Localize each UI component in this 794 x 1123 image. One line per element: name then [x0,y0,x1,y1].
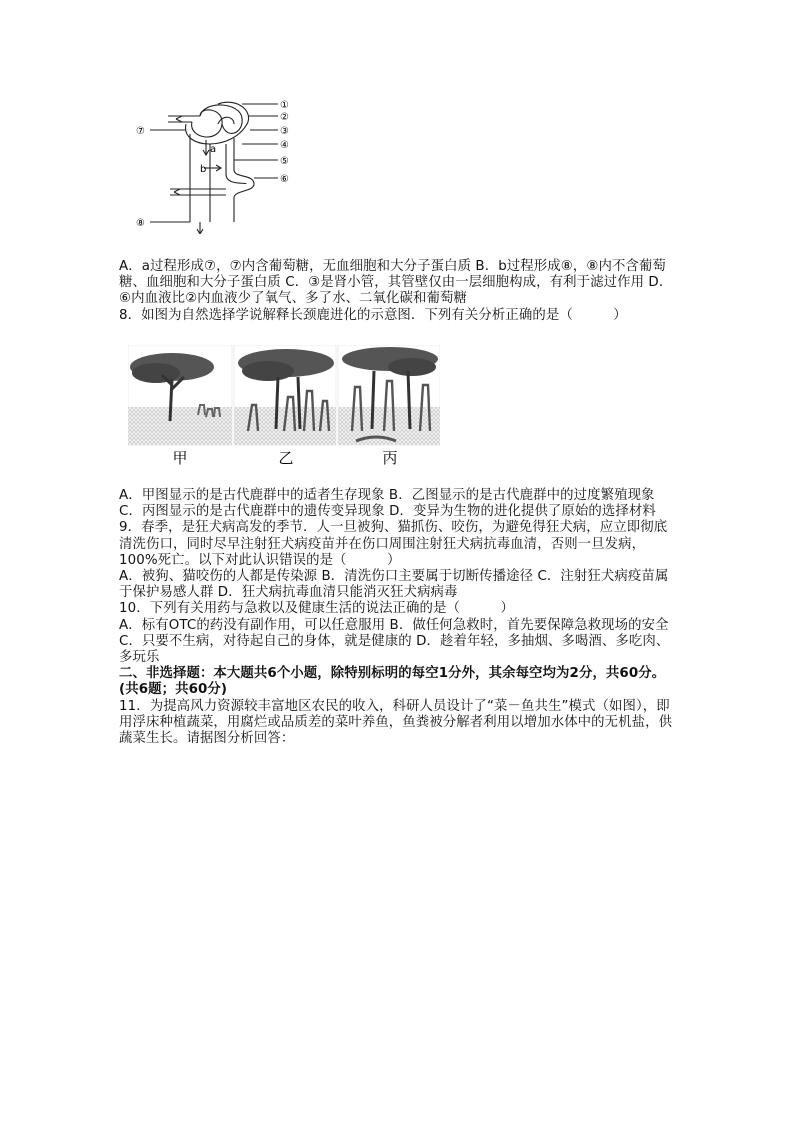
label-5: ⑤ [280,156,289,167]
question-7-options [119,259,679,324]
label-6: ⑥ [280,174,289,185]
questions-8-11 [119,488,679,747]
q7-options-text: A．a过程形成⑦，⑦内含葡萄糖，无血细胞和大分子蛋白质 B．b过程形成⑧，⑧内不含葡萄糖、血细胞和大分子蛋白质 C．③是肾小管，其管壁仅由一层细胞构成，有利于滤过作用 D．⑥内血液比②内血液少了氧气、多了水、二氧化碳和葡萄糖 [119,259,673,307]
panel-label-yi: 乙 [278,449,294,467]
q9-stem: 9．春季，是狂犬病高发的季节．人一旦被狗、猫抓伤、咬伤，为避免得狂犬病，应立即彻底清洗伤口，同时尽早注射狂犬病疫苗并在伤口周围注射狂犬病抗毒血清，否则一旦发病，100%死亡。以下对此认识错误的是（ ） [119,520,668,568]
q9-options-text: A．被狗、猫咬伤的人都是传染源 B．清洗伤口主要属于切断传播途径 C．注射狂犬病疫苗属于保护易感人群 D．狂犬病抗毒血清只能消灭狂犬病病毒 [119,569,669,601]
section-2-heading: 二、非选择题：本大题共6个小题，除特别标明的每空1分外，其余每空均为2分，共60分。(共6题；共60分) [119,666,666,698]
giraffe-evolution-figure [128,345,440,470]
q10-options-text: A．标有OTC的药没有副作用，可以任意服用 B．做任何急救时，首先要保障急救现场的安全 C．只要不生病，对待起自己的身体，就是健康的 D．趁着年轻，多抽烟、多喝酒、多吃肉、多玩乐 [119,617,670,666]
panel-label-jia: 甲 [172,449,188,467]
panel-yi [234,345,336,445]
label-4: ④ [280,140,289,151]
nephron-diagram [130,94,300,234]
label-1: ① [280,100,289,111]
label-8: ⑧ [136,218,145,229]
q10-stem: 10．下列有关用药与急救以及健康生活的说法正确的是（ ） [119,601,514,617]
process-a-label: a [210,144,217,155]
panel-bing [338,345,440,445]
label-2: ② [280,112,289,123]
q11-stem: 11．为提高风力资源较丰富地区农民的收入，科研人员设计了“菜－鱼共生”模式（如图），即用浮床种植蔬菜，用腐烂或品质差的菜叶养鱼，鱼粪被分解者利用以增加水体中的无机盐，供蔬菜生长。请据图分析回答： [119,698,673,747]
label-3: ③ [280,126,289,137]
q8-stem: 8．如图为自然选择学说解释长颈鹿进化的示意图．下列有关分析正确的是（ ） [119,307,627,323]
label-7: ⑦ [136,126,145,137]
panel-jia [128,345,232,445]
process-b-label: b [200,164,207,175]
q8-options-text: A．甲图显示的是古代鹿群中的适者生存现象 B．乙图显示的是古代鹿群中的过度繁殖现象 C．丙图显示的是古代鹿群中的遗传变异现象 D．变异为生物的进化提供了原始的选择材料 [119,488,656,520]
panel-label-bing: 丙 [382,449,398,467]
